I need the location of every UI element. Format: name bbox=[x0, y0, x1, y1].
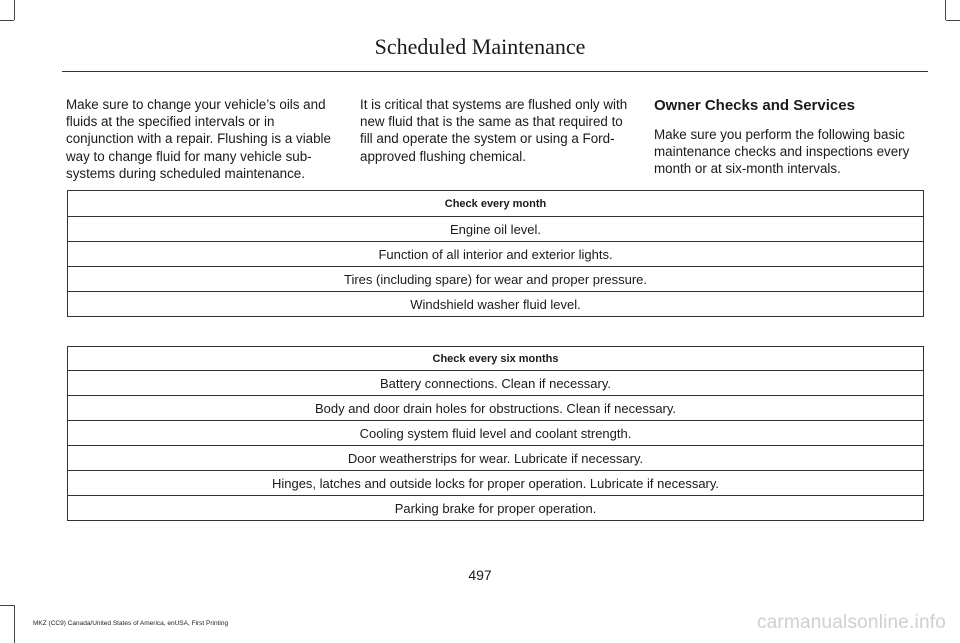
table-header: Check every month bbox=[68, 191, 924, 217]
header-divider bbox=[62, 71, 928, 72]
crop-mark-bottom-left-v bbox=[14, 605, 15, 643]
table-row: Hinges, latches and outside locks for proper operation. Lubricate if necessary. bbox=[68, 471, 924, 496]
monthly-checks-table bbox=[67, 190, 924, 317]
intro-column-3 bbox=[654, 96, 930, 178]
table-row: Cooling system fluid level and coolant strength. bbox=[68, 421, 924, 446]
table-row: Windshield washer fluid level. bbox=[68, 292, 924, 317]
intro-paragraph-2: It is critical that systems are flushed only with new fluid that is the same as that required to fill and operate the system or using a Ford-approved flushing chemical. bbox=[360, 97, 628, 164]
table-row: Body and door drain holes for obstructions. Clean if necessary. bbox=[68, 396, 924, 421]
table-row: Tires (including spare) for wear and proper pressure. bbox=[68, 267, 924, 292]
crop-mark-top-right-h bbox=[946, 20, 960, 21]
table-row: Parking brake for proper operation. bbox=[68, 496, 924, 521]
watermark: carmanualsonline.info bbox=[756, 612, 946, 633]
section-paragraph: Make sure you perform the following basic maintenance checks and inspections every month or at six-month intervals. bbox=[654, 127, 910, 177]
page-title: Scheduled Maintenance bbox=[374, 34, 586, 59]
table-row: Battery connections. Clean if necessary. bbox=[68, 371, 924, 396]
crop-mark-top-left-v bbox=[14, 0, 15, 20]
intro-paragraph-1: Make sure to change your vehicle’s oils and fluids at the specified intervals or in conjunction with a repair. Flushing is a viable way to change fluid for many vehicle sub-systems during scheduled maintenance. bbox=[66, 97, 331, 181]
table-row: Door weatherstrips for wear. Lubricate if necessary. bbox=[68, 446, 924, 471]
intro-column-1 bbox=[66, 96, 342, 182]
page-number: 497 bbox=[468, 567, 492, 583]
footer-printing-info: MKZ (CC9) Canada/United States of America, enUSA, First Printing bbox=[33, 620, 229, 627]
table-row: Function of all interior and exterior lights. bbox=[68, 242, 924, 267]
six-month-checks-table bbox=[67, 346, 924, 521]
table-header: Check every six months bbox=[68, 347, 924, 371]
crop-mark-bottom-left-h bbox=[0, 605, 14, 606]
crop-mark-top-left-h bbox=[0, 20, 14, 21]
intro-column-2 bbox=[360, 96, 636, 165]
table-row: Engine oil level. bbox=[68, 217, 924, 242]
section-heading: Owner Checks and Services bbox=[654, 97, 855, 114]
crop-mark-top-right-v bbox=[945, 0, 946, 20]
